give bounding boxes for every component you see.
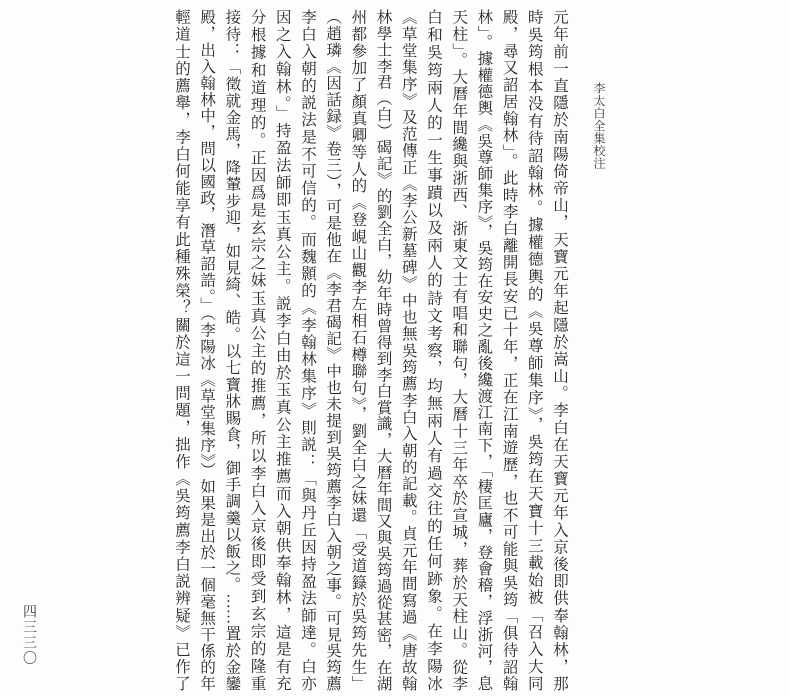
text-column: 林學士李君（白）碣記》的劉全白，幼年時曾得到李白賞識，大曆年間又與吳筠過從甚密，在湖	[374, 9, 392, 691]
text-column: 殿，尋又詔居翰林」。此時李白離開長安已十年，正在江南遊歷，也不可能與吳筠「俱待詔翰	[500, 9, 518, 691]
text-column: 天柱」。大曆年間纔與浙西、浙東文士有唱和聯句，大曆十三年卒於宣城，葬於天柱山。從李	[450, 9, 468, 691]
text-column: 殿，出入翰林中，問以國政，潛草詔誥。」（李陽冰《草堂集序》）如果是出於一個毫無干係的年	[198, 9, 216, 691]
text-column: 分根據和道理的。正因爲是玄宗之妹玉真公主的推薦，所以李白入京後即受到玄宗的隆重	[248, 9, 266, 691]
text-column: （趙璘《因話録》卷三），可是他在《李君碣記》中也未提到吳筠薦李白入朝之事。可見吳筠薦	[324, 9, 342, 691]
text-column: 白和吳筠兩人的一生事蹟以及兩人的詩文考察，均無兩人有過交往的任何跡象。在李陽冰	[424, 9, 442, 691]
text-column: 州都參加了顏真卿等人的《登峴山觀李左相石樽聯句》，劉全白之妹還「受道籙於吳筠先生」	[349, 9, 367, 691]
text-column: 李白入朝的説法是不可信的。而魏顥的《李翰林集序》則説：「與丹丘因持盈法師達。白亦	[298, 9, 316, 691]
text-column: 時吳筠根本没有待詔翰林。據權德輿的《吳尊師集序》，吳筠在天寶十三載始被「召入大同	[525, 9, 543, 691]
text-column: 接待：「徵就金馬，降輦步迎，如見綺、皓。以七寶牀賜食，御手調羹以飯之。……置於金鑾	[223, 9, 241, 691]
text-column: 林」。據權德輿《吳尊師集序》，吳筠在安史之亂後纔渡江南下，「棲匡廬，登會稽，浮浙河，息	[475, 9, 493, 691]
text-column: 輕道士的薦舉，李白何能享有此種殊榮？關於這一問題，拙作《吳筠薦李白説辨疑》已作了	[172, 9, 190, 691]
running-title: 李太白全集校注	[592, 82, 606, 170]
text-column: 《草堂集序》及范傳正《李公新墓碑》中也無吳筠薦李白入朝的記載。貞元年間寫過《唐故翰	[399, 9, 417, 691]
text-columns	[168, 9, 572, 691]
text-column: 因之入翰林。」持盈法師即玉真公主。説李白由於玉真公主推薦而入朝供奉翰林，這是有充	[273, 9, 291, 691]
page-number: 四三三〇	[21, 604, 36, 666]
text-column: 元年前一直隱於南陽倚帝山，天寶元年起隱於嵩山。李白在天寶元年入京後即供奉翰林，那	[551, 9, 568, 691]
